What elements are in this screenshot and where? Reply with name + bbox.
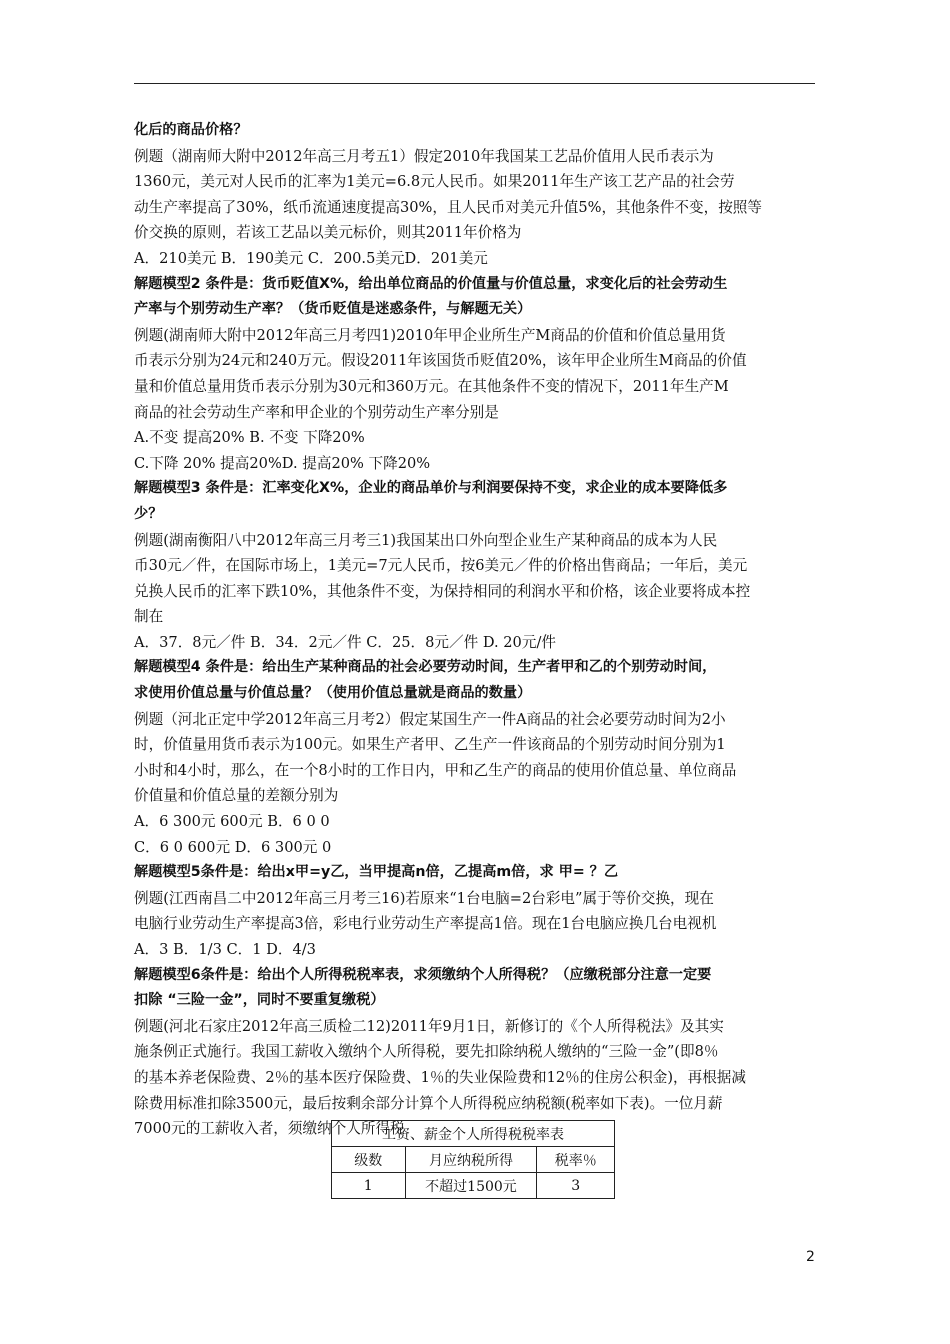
text-line: A．6 300元 600元 B．6 0 0	[134, 813, 330, 831]
text-line: 商品的社会劳动生产率和甲企业的个别劳动生产率分别是	[134, 403, 499, 421]
tax-rate-table	[331, 1120, 615, 1199]
text-line: 制在	[134, 608, 164, 626]
text-line: 1360元，美元对人民币的汇率为1美元=6.8元人民币。如果2011年生产该工艺产品的社会劳	[134, 173, 735, 191]
header-rule	[134, 83, 815, 84]
text-line: A.不变 提高20% B. 不变 下降20%	[134, 429, 365, 447]
text-line: 小时和4小时，那么，在一个8小时的工作日内，甲和乙生产的商品的使用价值总量、单位商品	[134, 761, 737, 779]
text-line: 的基本养老保险费、2％的基本医疗保险费、1％的失业保险费和12％的住房公积金)，再根据减	[134, 1068, 746, 1086]
model-heading-line: 产率与个别劳动生产率？（货币贬值是迷惑条件，与解题无关）	[134, 301, 532, 318]
model-heading-line: 解题模型4 条件是：给出生产某种商品的社会必要劳动时间，生产者甲和乙的个别劳动时间，	[134, 659, 717, 676]
tax-table-header-level: 级数	[332, 1147, 406, 1173]
text-line: 价交换的原则，若该工艺品以美元标价，则其2011年价格为	[134, 224, 522, 242]
text-line: 例题（河北正定中学2012年高三月考2）假定某国生产一件A商品的社会必要劳动时间为2小	[134, 710, 726, 728]
text-line: 时，价值量用货币表示为100元。如果生产者甲、乙生产一件该商品的个别劳动时间分别为1	[134, 736, 726, 754]
text-line: 施条例正式施行。我国工薪收入缴纳个人所得税，要先扣除纳税人缴纳的“三险一金”(即8％	[134, 1043, 719, 1061]
tax-table-header-income: 月应纳税所得	[405, 1147, 537, 1173]
text-line: A．37．8元／件 B．34．2元／件 C．25．8元／件 D. 20元/件	[134, 633, 556, 651]
table-row	[332, 1173, 615, 1199]
text-line: 动生产率提高了30%，纸币流通速度提高30%，且人民币对美元升值5%，其他条件不变，按照等	[134, 198, 762, 216]
text-line: C.下降 20% 提高20%D. 提高20% 下降20%	[134, 454, 431, 472]
text-line: 7000元的工薪收入者，须缴纳个人所得税	[134, 1120, 405, 1138]
text-line: 币表示分别为24元和240万元。假设2011年该国货币贬值20%，该年甲企业所生M商品的价值	[134, 352, 747, 370]
model-heading-line: 求使用价值总量与价值总量？（使用价值总量就是商品的数量）	[134, 685, 532, 702]
text-line: 例题(江西南昌二中2012年高三月考三16)若原来“1台电脑=2台彩电”属于等价交换，现在	[134, 889, 714, 907]
tax-table-cell: 3	[537, 1173, 615, 1199]
text-line: C．6 0 600元 D．6 300元 0	[134, 838, 332, 856]
text-line: 例题(湖南衡阳八中2012年高三月考三1)我国某出口外向型企业生产某种商品的成本为人民	[134, 531, 718, 549]
tax-table-title: 工资、薪金个人所得税税率表	[332, 1121, 615, 1147]
model-heading-line: 解题模型3 条件是：汇率变化X%，企业的商品单价与利润要保持不变，求企业的成本要降低多	[134, 480, 728, 497]
model-heading-line: 解题模型2 条件是：货币贬值X%，给出单位商品的价值量与价值总量，求变化后的社会劳动生	[134, 275, 728, 292]
tax-table-cell: 1	[332, 1173, 406, 1199]
model-heading-line: 扣除 “三险一金”，同时不要重复缴税）	[134, 992, 385, 1009]
tax-table-cell: 不超过1500元	[405, 1173, 537, 1199]
model-heading-line: 解题模型5条件是：给出x甲=y乙，当甲提高n倍，乙提高m倍，求 甲= ？乙	[134, 864, 619, 881]
text-line: 例题(湖南师大附中2012年高三月考四1)2010年甲企业所生产M商品的价值和价值总量用货	[134, 326, 726, 344]
tax-table-header-rate: 税率％	[537, 1147, 615, 1173]
text-line: 量和价值总量用货币表示分别为30元和360万元。在其他条件不变的情况下，2011年生产M	[134, 377, 729, 395]
text-line: 例题(河北石家庄2012年高三质检二12)2011年9月1日，新修订的《个人所得税法》及其实	[134, 1017, 724, 1035]
text-line: 价值量和价值总量的差额分别为	[134, 787, 339, 805]
text-line: 电脑行业劳动生产率提高3倍，彩电行业劳动生产率提高1倍。现在1台电脑应换几台电视机	[134, 915, 717, 933]
text-line: A．3 B．1/3 C．1 D．4/3	[134, 941, 316, 958]
model-heading-line: 少？	[134, 505, 163, 522]
text-line: A．210美元 B．190美元 C．200.5美元D．201美元	[134, 249, 488, 267]
model-heading-line: 解题模型6条件是：给出个人所得税税率表，求须缴纳个人所得税？（应缴税部分注意一定要	[134, 966, 712, 983]
text-line: 币30元／件，在国际市场上，1美元=7元人民币，按6美元／件的价格出售商品；一年后，美元	[134, 557, 748, 575]
page-number: 2	[806, 1249, 815, 1265]
text-line: 除费用标准扣除3500元，最后按剩余部分计算个人所得税应纳税额(税率如下表)。一位月薪	[134, 1094, 723, 1112]
document-body	[134, 118, 818, 1142]
model-heading-line: 化后的商品价格？	[134, 122, 248, 138]
text-line: 例题（湖南师大附中2012年高三月考五1）假定2010年我国某工艺品价值用人民币表示为	[134, 147, 714, 165]
text-line: 兑换人民币的汇率下跌10%，其他条件不变，为保持相同的利润水平和价格，该企业要将成本控	[134, 582, 751, 600]
